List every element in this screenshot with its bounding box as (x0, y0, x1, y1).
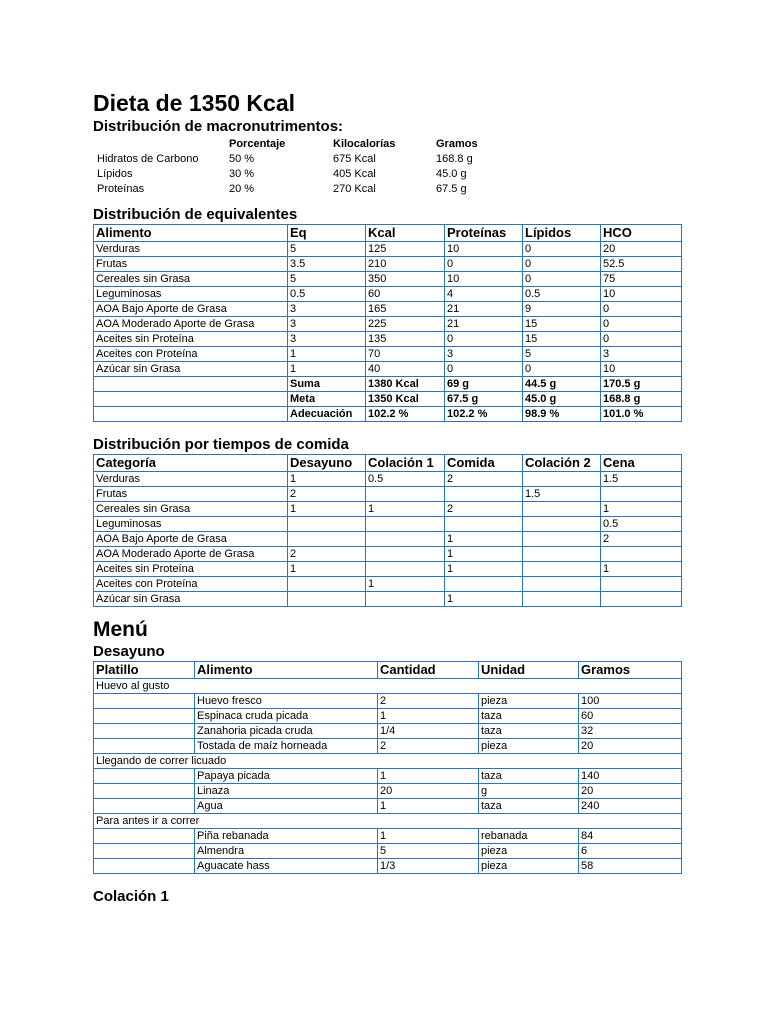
table-cell: 100 (579, 694, 682, 709)
table-cell (523, 472, 601, 487)
table-cell: 0 (523, 242, 601, 257)
table-row (94, 332, 682, 347)
table-cell: 2 (288, 547, 366, 562)
table-cell (523, 517, 601, 532)
table-cell: 10 (601, 287, 682, 302)
table-cell: 165 (366, 302, 445, 317)
table-cell: 58 (579, 859, 682, 874)
table-cell: 135 (366, 332, 445, 347)
table-cell: 0 (523, 257, 601, 272)
table-cell (445, 577, 523, 592)
table-cell: 5 (378, 844, 479, 859)
table-cell (94, 377, 288, 392)
equiv-table (93, 224, 682, 422)
table-cell: 3.5 (288, 257, 366, 272)
table-cell: 0.5 (366, 472, 445, 487)
table-cell: 10 (601, 362, 682, 377)
table-cell: 405 Kcal (333, 167, 376, 180)
table-cell: 1 (288, 362, 366, 377)
page-title: Dieta de 1350 Kcal (93, 90, 296, 116)
table-cell: Almendra (195, 844, 378, 859)
colacion1-heading: Colación 1 (93, 888, 169, 905)
empty-cell (94, 724, 195, 739)
macro-table (97, 136, 516, 196)
table-cell: Gramos (436, 137, 478, 150)
table-cell: Meta (288, 392, 366, 407)
table-cell: Comida (445, 455, 523, 472)
table-cell: 1/4 (378, 724, 479, 739)
table-cell: pieza (479, 844, 579, 859)
table-cell: Aceites sin Proteína (94, 562, 288, 577)
table-cell: 1 (445, 562, 523, 577)
table-cell: 1380 Kcal (366, 377, 445, 392)
table-row (94, 347, 682, 362)
table-cell: 0.5 (523, 287, 601, 302)
table-cell: Proteínas (97, 182, 145, 195)
table-cell: Cantidad (378, 662, 479, 679)
table-cell (94, 407, 288, 422)
table-cell (288, 517, 366, 532)
table-cell: Cereales sin Grasa (94, 272, 288, 287)
table-cell: pieza (479, 739, 579, 754)
table-cell: Adecuación (288, 407, 366, 422)
table-row (94, 287, 682, 302)
table-cell: 20 (579, 739, 682, 754)
tiempos-body (94, 472, 682, 607)
table-row (94, 392, 682, 407)
table-cell: 1 (378, 829, 479, 844)
table-row (94, 502, 682, 517)
table-row (94, 472, 682, 487)
table-cell: Azúcar sin Grasa (94, 362, 288, 377)
table-cell: 0 (445, 362, 523, 377)
table-cell: Tostada de maíz horneada (195, 739, 378, 754)
table-cell: Hidratos de Carbono (97, 152, 199, 165)
table-cell: Cereales sin Grasa (94, 502, 288, 517)
empty-cell (94, 709, 195, 724)
table-cell: 0 (445, 332, 523, 347)
table-cell: 3 (288, 317, 366, 332)
desayuno-header-row (94, 662, 682, 679)
table-cell (97, 136, 229, 151)
table-cell: 2 (601, 532, 682, 547)
table-row (94, 302, 682, 317)
table-cell: pieza (479, 859, 579, 874)
table-row (94, 784, 682, 799)
table-cell: 0 (523, 362, 601, 377)
table-cell: 15 (523, 332, 601, 347)
table-cell: 1 (445, 547, 523, 562)
table-cell (288, 577, 366, 592)
table-cell: 1.5 (523, 487, 601, 502)
table-cell: 350 (366, 272, 445, 287)
table-cell: 0 (601, 302, 682, 317)
table-cell: 1 (366, 577, 445, 592)
table-row (94, 799, 682, 814)
table-cell: 32 (579, 724, 682, 739)
table-row (94, 532, 682, 547)
table-cell: Aceites con Proteína (94, 577, 288, 592)
table-row (94, 517, 682, 532)
empty-cell (94, 829, 195, 844)
table-row (97, 181, 516, 196)
table-cell: Piña rebanada (195, 829, 378, 844)
table-cell: 3 (601, 347, 682, 362)
table-row (94, 769, 682, 784)
table-cell: 70 (366, 347, 445, 362)
table-cell: 1 (288, 562, 366, 577)
table-cell: 225 (366, 317, 445, 332)
table-row (94, 592, 682, 607)
table-cell: 2 (378, 694, 479, 709)
table-cell: 102.2 % (445, 407, 523, 422)
table-cell: 2 (288, 487, 366, 502)
table-cell: Suma (288, 377, 366, 392)
table-cell: 4 (445, 287, 523, 302)
table-cell: 60 (579, 709, 682, 724)
table-cell (288, 532, 366, 547)
table-cell: 1 (378, 769, 479, 784)
table-cell: Eq (288, 225, 366, 242)
table-cell: 52.5 (601, 257, 682, 272)
table-cell: Lípidos (523, 225, 601, 242)
table-cell: 2 (378, 739, 479, 754)
table-cell (523, 562, 601, 577)
table-cell: 45.0 g (523, 392, 601, 407)
table-cell: Lípidos (97, 167, 133, 180)
table-row (94, 547, 682, 562)
table-cell (445, 487, 523, 502)
table-cell: Linaza (195, 784, 378, 799)
table-cell: 15 (523, 317, 601, 332)
tiempos-heading: Distribución por tiempos de comida (93, 436, 349, 453)
table-cell: 1350 Kcal (366, 392, 445, 407)
table-row (94, 859, 682, 874)
table-cell: 84 (579, 829, 682, 844)
desayuno-table (93, 661, 682, 874)
table-cell: 1 (378, 709, 479, 724)
table-cell: Colación 2 (523, 455, 601, 472)
table-cell (288, 592, 366, 607)
table-row (94, 407, 682, 422)
empty-cell (94, 859, 195, 874)
table-cell: 1 (288, 472, 366, 487)
table-row (94, 317, 682, 332)
table-cell: 21 (445, 302, 523, 317)
table-cell: pieza (479, 694, 579, 709)
table-cell: 1 (378, 799, 479, 814)
tiempos-table (93, 454, 682, 607)
platillo-name: Llegando de correr licuado (94, 754, 682, 769)
equiv-header-row (94, 225, 682, 242)
table-cell (366, 562, 445, 577)
table-cell (523, 532, 601, 547)
table-cell: 45.0 g (436, 167, 467, 180)
table-cell: 44.5 g (523, 377, 601, 392)
table-cell: 3 (288, 332, 366, 347)
table-cell (523, 577, 601, 592)
table-cell: rebanada (479, 829, 579, 844)
table-cell: 3 (288, 302, 366, 317)
table-cell: 20 % (229, 182, 255, 195)
empty-cell (94, 799, 195, 814)
table-cell: Verduras (94, 242, 288, 257)
table-cell: AOA Bajo Aporte de Grasa (94, 532, 288, 547)
table-cell: 270 Kcal (333, 182, 376, 195)
table-cell: 168.8 g (436, 152, 473, 165)
table-cell: Platillo (94, 662, 195, 679)
table-cell: 67.5 g (436, 182, 467, 195)
table-cell: 2 (445, 502, 523, 517)
table-cell: Alimento (195, 662, 378, 679)
table-cell (523, 502, 601, 517)
macro-heading: Distribución de macronutrimentos: (93, 118, 344, 135)
table-cell (601, 592, 682, 607)
table-row (94, 577, 682, 592)
table-cell: 0 (601, 332, 682, 347)
table-row (94, 362, 682, 377)
table-cell: 675 Kcal (333, 152, 376, 165)
document-page (93, 88, 683, 906)
empty-cell (94, 769, 195, 784)
table-cell (601, 577, 682, 592)
table-row (94, 377, 682, 392)
table-cell (366, 487, 445, 502)
table-cell: taza (479, 724, 579, 739)
table-cell: 40 (366, 362, 445, 377)
table-cell: 5 (288, 242, 366, 257)
table-cell: 0 (601, 317, 682, 332)
table-cell: Aceites con Proteína (94, 347, 288, 362)
table-cell: 60 (366, 287, 445, 302)
table-cell (366, 532, 445, 547)
table-cell: taza (479, 769, 579, 784)
table-cell: Unidad (479, 662, 579, 679)
platillo-name: Para antes ir a correr (94, 814, 682, 829)
table-row (94, 562, 682, 577)
table-cell: Alimento (94, 225, 288, 242)
table-cell (601, 487, 682, 502)
table-cell: Categoría (94, 455, 288, 472)
table-cell (601, 547, 682, 562)
table-cell: 21 (445, 317, 523, 332)
table-cell: 0 (523, 272, 601, 287)
table-cell: 125 (366, 242, 445, 257)
table-cell: 1 (445, 592, 523, 607)
table-cell: 0.5 (601, 517, 682, 532)
table-cell: 140 (579, 769, 682, 784)
table-cell: AOA Bajo Aporte de Grasa (94, 302, 288, 317)
table-cell: Espinaca cruda picada (195, 709, 378, 724)
table-cell: taza (479, 799, 579, 814)
equiv-body (94, 242, 682, 377)
table-row (94, 257, 682, 272)
table-cell: 9 (523, 302, 601, 317)
table-cell: 1 (601, 562, 682, 577)
table-cell: Gramos (579, 662, 682, 679)
table-cell: Aceites sin Proteína (94, 332, 288, 347)
empty-cell (94, 694, 195, 709)
table-cell: Zanahoria picada cruda (195, 724, 378, 739)
tiempos-header-row (94, 455, 682, 472)
table-row (94, 724, 682, 739)
menu-heading: Menú (93, 618, 148, 641)
table-cell (445, 517, 523, 532)
table-cell: Aguacate hass (195, 859, 378, 874)
table-cell (366, 592, 445, 607)
table-cell: 1.5 (601, 472, 682, 487)
table-row (94, 709, 682, 724)
table-cell: Papaya picada (195, 769, 378, 784)
table-cell: 240 (579, 799, 682, 814)
table-cell: Porcentaje (229, 137, 286, 150)
table-cell (94, 392, 288, 407)
table-row (94, 272, 682, 287)
table-cell: 98.9 % (523, 407, 601, 422)
table-cell: Agua (195, 799, 378, 814)
empty-cell (94, 784, 195, 799)
table-cell: Colación 1 (366, 455, 445, 472)
table-cell: 1 (445, 532, 523, 547)
platillo-name: Huevo al gusto (94, 679, 682, 694)
table-row (94, 844, 682, 859)
table-cell: Kilocalorías (333, 137, 396, 150)
macro-body (97, 151, 516, 196)
table-cell: 1 (366, 502, 445, 517)
table-cell: 168.8 g (601, 392, 682, 407)
table-row (97, 166, 516, 181)
table-cell (366, 517, 445, 532)
table-cell: Frutas (94, 257, 288, 272)
table-cell: Leguminosas (94, 517, 288, 532)
table-cell: Frutas (94, 487, 288, 502)
table-cell: Huevo fresco (195, 694, 378, 709)
table-cell: 1/3 (378, 859, 479, 874)
table-row (94, 829, 682, 844)
table-cell: 170.5 g (601, 377, 682, 392)
table-cell: Desayuno (288, 455, 366, 472)
table-cell: 30 % (229, 167, 255, 180)
table-cell: 20 (378, 784, 479, 799)
platillo-row (94, 814, 682, 829)
table-cell: 10 (445, 242, 523, 257)
table-cell: 101.0 % (601, 407, 682, 422)
table-cell: 1 (601, 502, 682, 517)
empty-cell (94, 844, 195, 859)
table-cell: HCO (601, 225, 682, 242)
table-cell: 67.5 g (445, 392, 523, 407)
table-cell: 0.5 (288, 287, 366, 302)
table-cell: Kcal (366, 225, 445, 242)
table-cell: 2 (445, 472, 523, 487)
table-cell: 20 (579, 784, 682, 799)
table-row (97, 151, 516, 166)
table-cell: 1 (288, 347, 366, 362)
table-cell: 5 (288, 272, 366, 287)
table-cell: g (479, 784, 579, 799)
platillo-row (94, 679, 682, 694)
table-cell: Proteínas (445, 225, 523, 242)
table-cell: 210 (366, 257, 445, 272)
table-cell: AOA Moderado Aporte de Grasa (94, 317, 288, 332)
table-cell (523, 547, 601, 562)
table-cell (366, 547, 445, 562)
table-cell: Verduras (94, 472, 288, 487)
table-cell: 75 (601, 272, 682, 287)
table-row (94, 487, 682, 502)
table-cell: 6 (579, 844, 682, 859)
table-cell: 0 (445, 257, 523, 272)
desayuno-body (94, 679, 682, 874)
table-cell: 1 (288, 502, 366, 517)
table-cell: AOA Moderado Aporte de Grasa (94, 547, 288, 562)
table-cell: 69 g (445, 377, 523, 392)
table-cell: Cena (601, 455, 682, 472)
table-row (94, 242, 682, 257)
table-cell: Azúcar sin Grasa (94, 592, 288, 607)
equiv-totals (94, 377, 682, 422)
empty-cell (94, 739, 195, 754)
table-row (94, 739, 682, 754)
platillo-row (94, 754, 682, 769)
desayuno-heading: Desayuno (93, 643, 165, 660)
table-cell (523, 592, 601, 607)
table-cell: 3 (445, 347, 523, 362)
table-cell: 50 % (229, 152, 255, 165)
macro-header-row (97, 136, 516, 151)
table-cell: Leguminosas (94, 287, 288, 302)
table-cell: 10 (445, 272, 523, 287)
table-cell: 20 (601, 242, 682, 257)
table-cell: taza (479, 709, 579, 724)
table-cell: 102.2 % (366, 407, 445, 422)
table-cell: 5 (523, 347, 601, 362)
equiv-heading: Distribución de equivalentes (93, 206, 298, 223)
table-row (94, 694, 682, 709)
